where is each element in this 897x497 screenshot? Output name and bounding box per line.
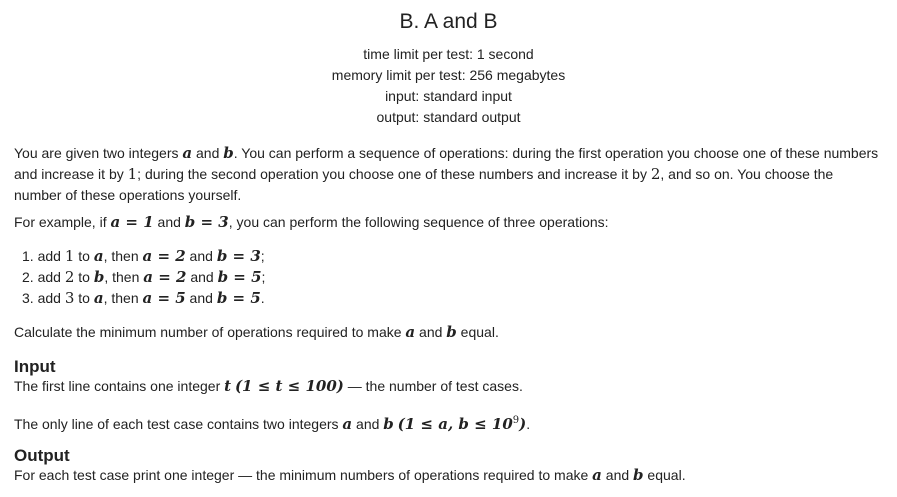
math-eq: b = 3: [216, 247, 261, 265]
text: You are given two integers: [14, 145, 183, 161]
text: and: [185, 290, 217, 306]
text: add: [33, 290, 65, 306]
text: , you can perform the following sequence of three operations:: [228, 214, 609, 230]
text: and: [601, 467, 634, 483]
text: , then: [103, 290, 143, 306]
math-exponent: 9: [512, 415, 520, 426]
text: The only line of each test case contains two integers: [14, 416, 343, 432]
math-eq: a = 2: [143, 268, 187, 286]
problem-title: B. A and B: [399, 10, 498, 33]
memory-limit: memory limit per test: 256 megabytes: [331, 67, 566, 83]
math-t-range: (1 ≤ t ≤ 100): [234, 377, 344, 395]
text: add: [33, 269, 65, 285]
list-item: [22, 267, 265, 288]
text: to: [74, 290, 94, 306]
math-var-a: a: [405, 323, 416, 341]
text: to: [74, 248, 94, 264]
statement-paragraph-3: [14, 322, 882, 343]
math-ab-range: (1 ≤ a, b ≤ 10: [397, 415, 513, 433]
text: For example, if: [14, 214, 111, 230]
text: equal.: [643, 467, 686, 483]
text: and: [352, 416, 384, 432]
text: and: [192, 145, 224, 161]
math-var-b: b: [383, 415, 394, 433]
math-value: 3: [64, 289, 75, 307]
text: equal.: [456, 324, 499, 340]
math-paren: ): [519, 415, 527, 433]
math-var-b: b: [223, 144, 234, 162]
math-eq: b = 5: [217, 268, 262, 286]
math-value: 1: [64, 247, 75, 265]
text: Calculate the minimum number of operations required to make: [14, 324, 406, 340]
time-limit: time limit per test: 1 second: [363, 46, 534, 62]
input-spec: input: standard input: [385, 88, 512, 104]
list-item: [22, 288, 265, 309]
text: and: [186, 269, 218, 285]
math-two: 2: [650, 165, 661, 183]
output-paragraph: [14, 465, 882, 486]
math-var: b: [93, 268, 105, 286]
math-value: 2: [64, 268, 75, 286]
text: , then: [103, 248, 143, 264]
text: and: [153, 214, 185, 230]
text: . You can perform a sequence of operations: during the first operation you choose one of these numbers and increase it by: [14, 145, 879, 182]
text: , then: [104, 269, 144, 285]
input-section-title: Input: [14, 357, 56, 376]
list-item: [22, 246, 265, 267]
text: .: [260, 290, 265, 306]
math-eq: a = 5: [142, 289, 186, 307]
text: ;: [260, 248, 265, 264]
text: , and so on. You choose the number of these operations yourself.: [14, 166, 834, 203]
math-var-t: t: [224, 377, 232, 395]
text: and: [185, 248, 217, 264]
statement-paragraph-1: [14, 143, 882, 206]
output-spec: output: standard output: [376, 109, 521, 125]
text: ; during the second operation you choose one of these numbers and increase it by: [137, 166, 651, 182]
output-section-title: Output: [14, 446, 70, 465]
math-var: a: [93, 289, 104, 307]
math-var-b: b: [633, 466, 644, 484]
list-number: 2.: [22, 269, 34, 285]
text: .: [526, 416, 531, 432]
math-var-a: a: [342, 415, 353, 433]
input-paragraph-2: [14, 410, 882, 435]
operations-list: [22, 246, 265, 309]
math-var-a: a: [592, 466, 602, 484]
math-b-eq-3: b = 3: [184, 213, 229, 231]
text: ;: [261, 269, 266, 285]
text: — the number of test cases.: [343, 378, 523, 394]
math-a-eq-1: a = 1: [110, 213, 154, 231]
math-var: a: [93, 247, 104, 265]
math-var-a: a: [182, 144, 193, 162]
text: The first line contains one integer: [14, 378, 225, 394]
text: and: [415, 324, 447, 340]
text: add: [33, 248, 65, 264]
text: For each test case print one integer — the minimum numbers of operations required to make: [14, 467, 593, 483]
math-eq: a = 2: [142, 247, 186, 265]
math-var-b: b: [446, 323, 457, 341]
statement-paragraph-2: [14, 212, 882, 233]
text: to: [74, 269, 94, 285]
input-paragraph-1: [14, 376, 882, 397]
math-one: 1: [127, 165, 138, 183]
math-eq: b = 5: [216, 289, 261, 307]
list-number: 3.: [22, 290, 34, 306]
list-number: 1.: [22, 248, 34, 264]
